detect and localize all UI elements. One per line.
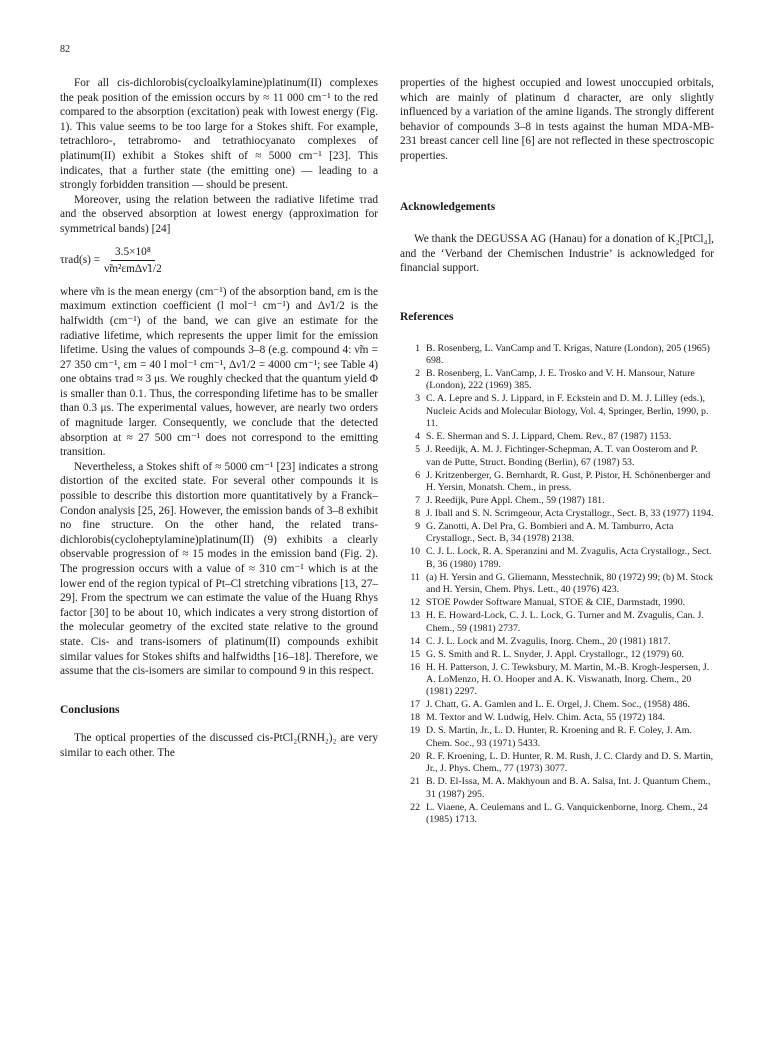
reference-text: H. E. Howard-Lock, C. J. L. Lock, G. Turner and M. Zvagulis, Can. J. Chem., 59 (1981) 2737.: [426, 610, 704, 634]
reference-item: [400, 649, 714, 661]
reference-item: [400, 776, 714, 801]
acknowledgements-text: We thank the DEGUSSA AG (Hanau) for a donation of K₂[PtCl₄], and the ‘Verband der Chemischen Industrie’ is acknowledged for financial support.: [400, 233, 714, 275]
reference-number: 7: [415, 494, 420, 506]
reference-item: [400, 712, 714, 724]
reference-number: 13: [410, 610, 420, 622]
reference-item: [400, 368, 714, 393]
reference-number: 14: [410, 635, 420, 647]
conclusions-heading: Conclusions: [60, 703, 120, 716]
reference-number: 20: [410, 750, 420, 762]
left-column: [60, 76, 378, 761]
acknowledgements-heading: Acknowledgements: [400, 200, 496, 213]
reference-text: B. Rosenberg, L. VanCamp and T. Krigas, Nature (London), 205 (1965) 698.: [426, 342, 710, 366]
reference-item: [400, 699, 714, 711]
reference-text: R. F. Kroening, L. D. Hunter, R. M. Rush, J. C. Clardy and D. S. Martin, Jr., J. Phys. Chem., 77 (1973) 3077.: [426, 750, 714, 775]
reference-text: J. Reedijk, Pure Appl. Chem., 59 (1987) 181.: [426, 494, 605, 506]
lifetime-formula: [60, 245, 378, 277]
reference-item: [400, 444, 714, 469]
reference-item: [400, 610, 714, 635]
reference-text: B. Rosenberg, L. VanCamp, J. E. Trosko and V. H. Mansour, Nature (London), 222 (1969) 385.: [426, 367, 695, 392]
reference-number: 1: [415, 342, 420, 354]
reference-number: 10: [410, 546, 420, 558]
reference-item: [400, 508, 714, 520]
reference-item: [400, 802, 714, 827]
reference-text: B. D. El-Issa, M. A. Makhyoun and B. A. Salsa, Int. J. Quantum Chem., 31 (1987) 295.: [426, 776, 711, 800]
reference-number: 2: [415, 367, 420, 379]
body-paragraph: Moreover, using the relation between the radiative lifetime τrad and the observed absorption at lowest energy (approximation for symmetrical bands) [24]: [60, 193, 378, 235]
reference-number: 12: [410, 597, 420, 609]
reference-item: [400, 431, 714, 443]
reference-number: 5: [415, 444, 420, 456]
reference-text: L. Viaene, A. Ceulemans and L. G. Vanquickenborne, Inorg. Chem., 24 (1985) 1713.: [426, 801, 708, 826]
reference-number: 21: [410, 776, 420, 788]
reference-number: 18: [410, 712, 420, 724]
reference-text: S. E. Sherman and S. J. Lippard, Chem. Rev., 87 (1987) 1153.: [426, 431, 672, 443]
body-paragraph: where ν̃m is the mean energy (cm⁻¹) of the absorption band, εm is the maximum extinction coefficient (l mol⁻¹ cm⁻¹) and Δν̃1/2 is the halfwidth (cm⁻¹) of the band, we can give an estimate for the radiative lifetime, which represents the upper limit for the emission lifetime. Using the values of compounds 3–8 (e.g. compound 4: ν̃m = 27 350 cm⁻¹, εm = 40 l mol⁻¹ cm⁻¹, Δν̃1/2 = 4000 cm⁻¹; see Table 4) one obtains τrad ≈ 3 μs. We roughly checked that the quantum yield Φ is smaller than 0.1. Thus, the corresponding lifetime has to be smaller than 0.3 μs. The experimental values, however, are nearly two orders of magnitude larger. Consequently, we conclude that the detected absorption at ≈ 27 500 cm⁻¹ does not correspond to the emitting transition.: [60, 285, 378, 459]
formula-lhs: τrad(s) =: [60, 254, 101, 267]
page-number: 82: [60, 44, 70, 55]
reference-text: STOE Powder Software Manual, STOE & CIE, Darmstadt, 1990.: [426, 597, 686, 609]
reference-number: 9: [415, 520, 420, 532]
reference-text: C. J. L. Lock, R. A. Speranzini and M. Zvagulis, Acta Crystallogr., Sect. B, 36 (1980) 1789.: [426, 546, 712, 570]
reference-number: 4: [415, 431, 420, 443]
reference-text: J. Kritzenberger, G. Bernhardt, R. Gust, P. Pistor, H. Schönenberger and H. Yersin, Monatsh. Chem., in press.: [426, 469, 711, 493]
reference-text: C. J. L. Lock and M. Zvagulis, Inorg. Chem., 20 (1981) 1817.: [426, 635, 671, 647]
reference-text: J. Iball and S. N. Scrimgeour, Acta Crystallogr., Sect. B, 33 (1977) 1194.: [426, 507, 714, 519]
formula-fraction: [104, 245, 162, 277]
reference-item: [400, 495, 714, 507]
reference-number: 22: [410, 801, 420, 813]
reference-number: 19: [410, 725, 420, 737]
reference-item: [400, 521, 714, 546]
reference-text: M. Textor and W. Ludwig, Helv. Chim. Acta, 55 (1972) 184.: [426, 712, 666, 724]
reference-text: D. S. Martin, Jr., L. D. Hunter, R. Kroening and R. F. Coley, J. Am. Chem. Soc., 93 (1971) 5433.: [426, 725, 692, 749]
reference-number: 11: [410, 571, 420, 583]
reference-number: 17: [410, 699, 420, 711]
body-paragraph: properties of the highest occupied and lowest unoccupied orbitals, which are mainly of platinum d character, are only slightly influenced by a variation of the amine ligands. The strongly different behavior of compounds 3–8 in tests against the human MDA-MB-231 breast cancer cell line [6] are not reflected in these spectroscopic properties.: [400, 77, 714, 162]
reference-item: [400, 662, 714, 699]
formula-numerator: 3.5×10⁸: [111, 245, 155, 262]
reference-number: 8: [415, 507, 420, 519]
reference-list: [400, 343, 714, 827]
reference-text: (a) H. Yersin and G. Gliemann, Messtechnik, 80 (1972) 99; (b) M. Stock and H. Yersin, Chem. Phys. Lett., 40 (1976) 423.: [426, 571, 713, 596]
reference-item: [400, 572, 714, 597]
references-heading: References: [400, 310, 454, 323]
reference-text: G. S. Smith and R. L. Snyder, J. Appl. Crystallogr., 12 (1979) 60.: [426, 648, 685, 660]
reference-text: J. Chatt, G. A. Gamlen and L. E. Orgel, J. Chem. Soc., (1958) 486.: [426, 699, 690, 711]
reference-item: [400, 343, 714, 368]
body-paragraph: For all cis-dichlorobis(cycloalkylamine)platinum(II) complexes the peak position of the emission occurs by ≈ 11 000 cm⁻¹ to the red compared to the absorption (excitation) peak with lowest energy (Fig. 1). This value seems to be too large for a Stokes shift. For example, tetrachloro-, tetrabromo- and tetrathiocyanato complexes of platinum(II) exhibit a Stokes shift of ≈ 5000 cm⁻¹ [23]. This indicates, that a further state (the emitting one) — leading to a strongly forbidden transition — should be present.: [60, 77, 378, 192]
reference-number: 15: [410, 648, 420, 660]
reference-item: [400, 546, 714, 571]
reference-item: [400, 751, 714, 776]
reference-item: [400, 393, 714, 430]
reference-number: 3: [415, 393, 420, 405]
formula-denominator: ν̃m²εmΔν̃1/2: [104, 263, 162, 276]
body-paragraph: The optical properties of the discussed cis-PtCl₂(RNH₂)₂ are very similar to each other. The: [60, 732, 378, 759]
right-column: [400, 76, 714, 827]
reference-text: J. Reedijk, A. M. J. Fichtinger-Schepman, A. T. van Oosterom and P. van de Putte, Struct. Bonding (Berlin), 67 (1987) 53.: [426, 444, 698, 468]
reference-item: [400, 725, 714, 750]
reference-text: H. H. Patterson, J. C. Tewksbury, M. Martin, M.-B. Krogh-Jespersen, J. A. LoMenzo, H. O. Hooper and A. K. Viswanath, Inorg. Chem., 20 (1981) 2297.: [426, 661, 710, 698]
reference-item: [400, 636, 714, 648]
body-paragraph: Nevertheless, a Stokes shift of ≈ 5000 cm⁻¹ [23] indicates a strong distortion of the excited state. For several other compounds it is possible to describe this distortion more quantitatively by a Franck–Condon analysis [25, 26]. However, the emission bands of 3–8 exhibit no fine structure. On the other hand, the related trans-dichlorobis(cycloheptylamine)platinum(II) (9) exhibits a clearly observable progression of ≈ 15 modes in the emission band (Fig. 2). The progression occurs with a value of ≈ 310 cm⁻¹ which is at the lower end of the region typical of Pt–Cl stretching vibrations [13, 27–29]. From the spectrum we can estimate the value of the Huang Rhys factor [30] to be about 10, which indicates a very strong distortion of the molecular geometry of the excited state relative to the ground state. Cis- and trans-isomers of platinum(II) compounds exhibit similar values for Stokes shifts and halfwidths [16–18]. Therefore, we assume that the cis-isomers are similar to compound 9 in this respect.: [60, 460, 379, 678]
reference-text: G. Zanotti, A. Del Pra, G. Bombieri and A. M. Tamburro, Acta Crystallogr., Sect. B, 34 (1978) 2138.: [426, 520, 674, 545]
reference-number: 6: [415, 469, 420, 481]
reference-item: [400, 470, 714, 495]
reference-text: C. A. Lepre and S. J. Lippard, in F. Eckstein and D. M. J. Lilley (eds.), Nucleic Acids and Molecular Biology, Vol. 4, Springer, Berlin, 1990, p. 11.: [426, 393, 709, 430]
reference-item: [400, 597, 714, 609]
reference-number: 16: [410, 661, 420, 673]
